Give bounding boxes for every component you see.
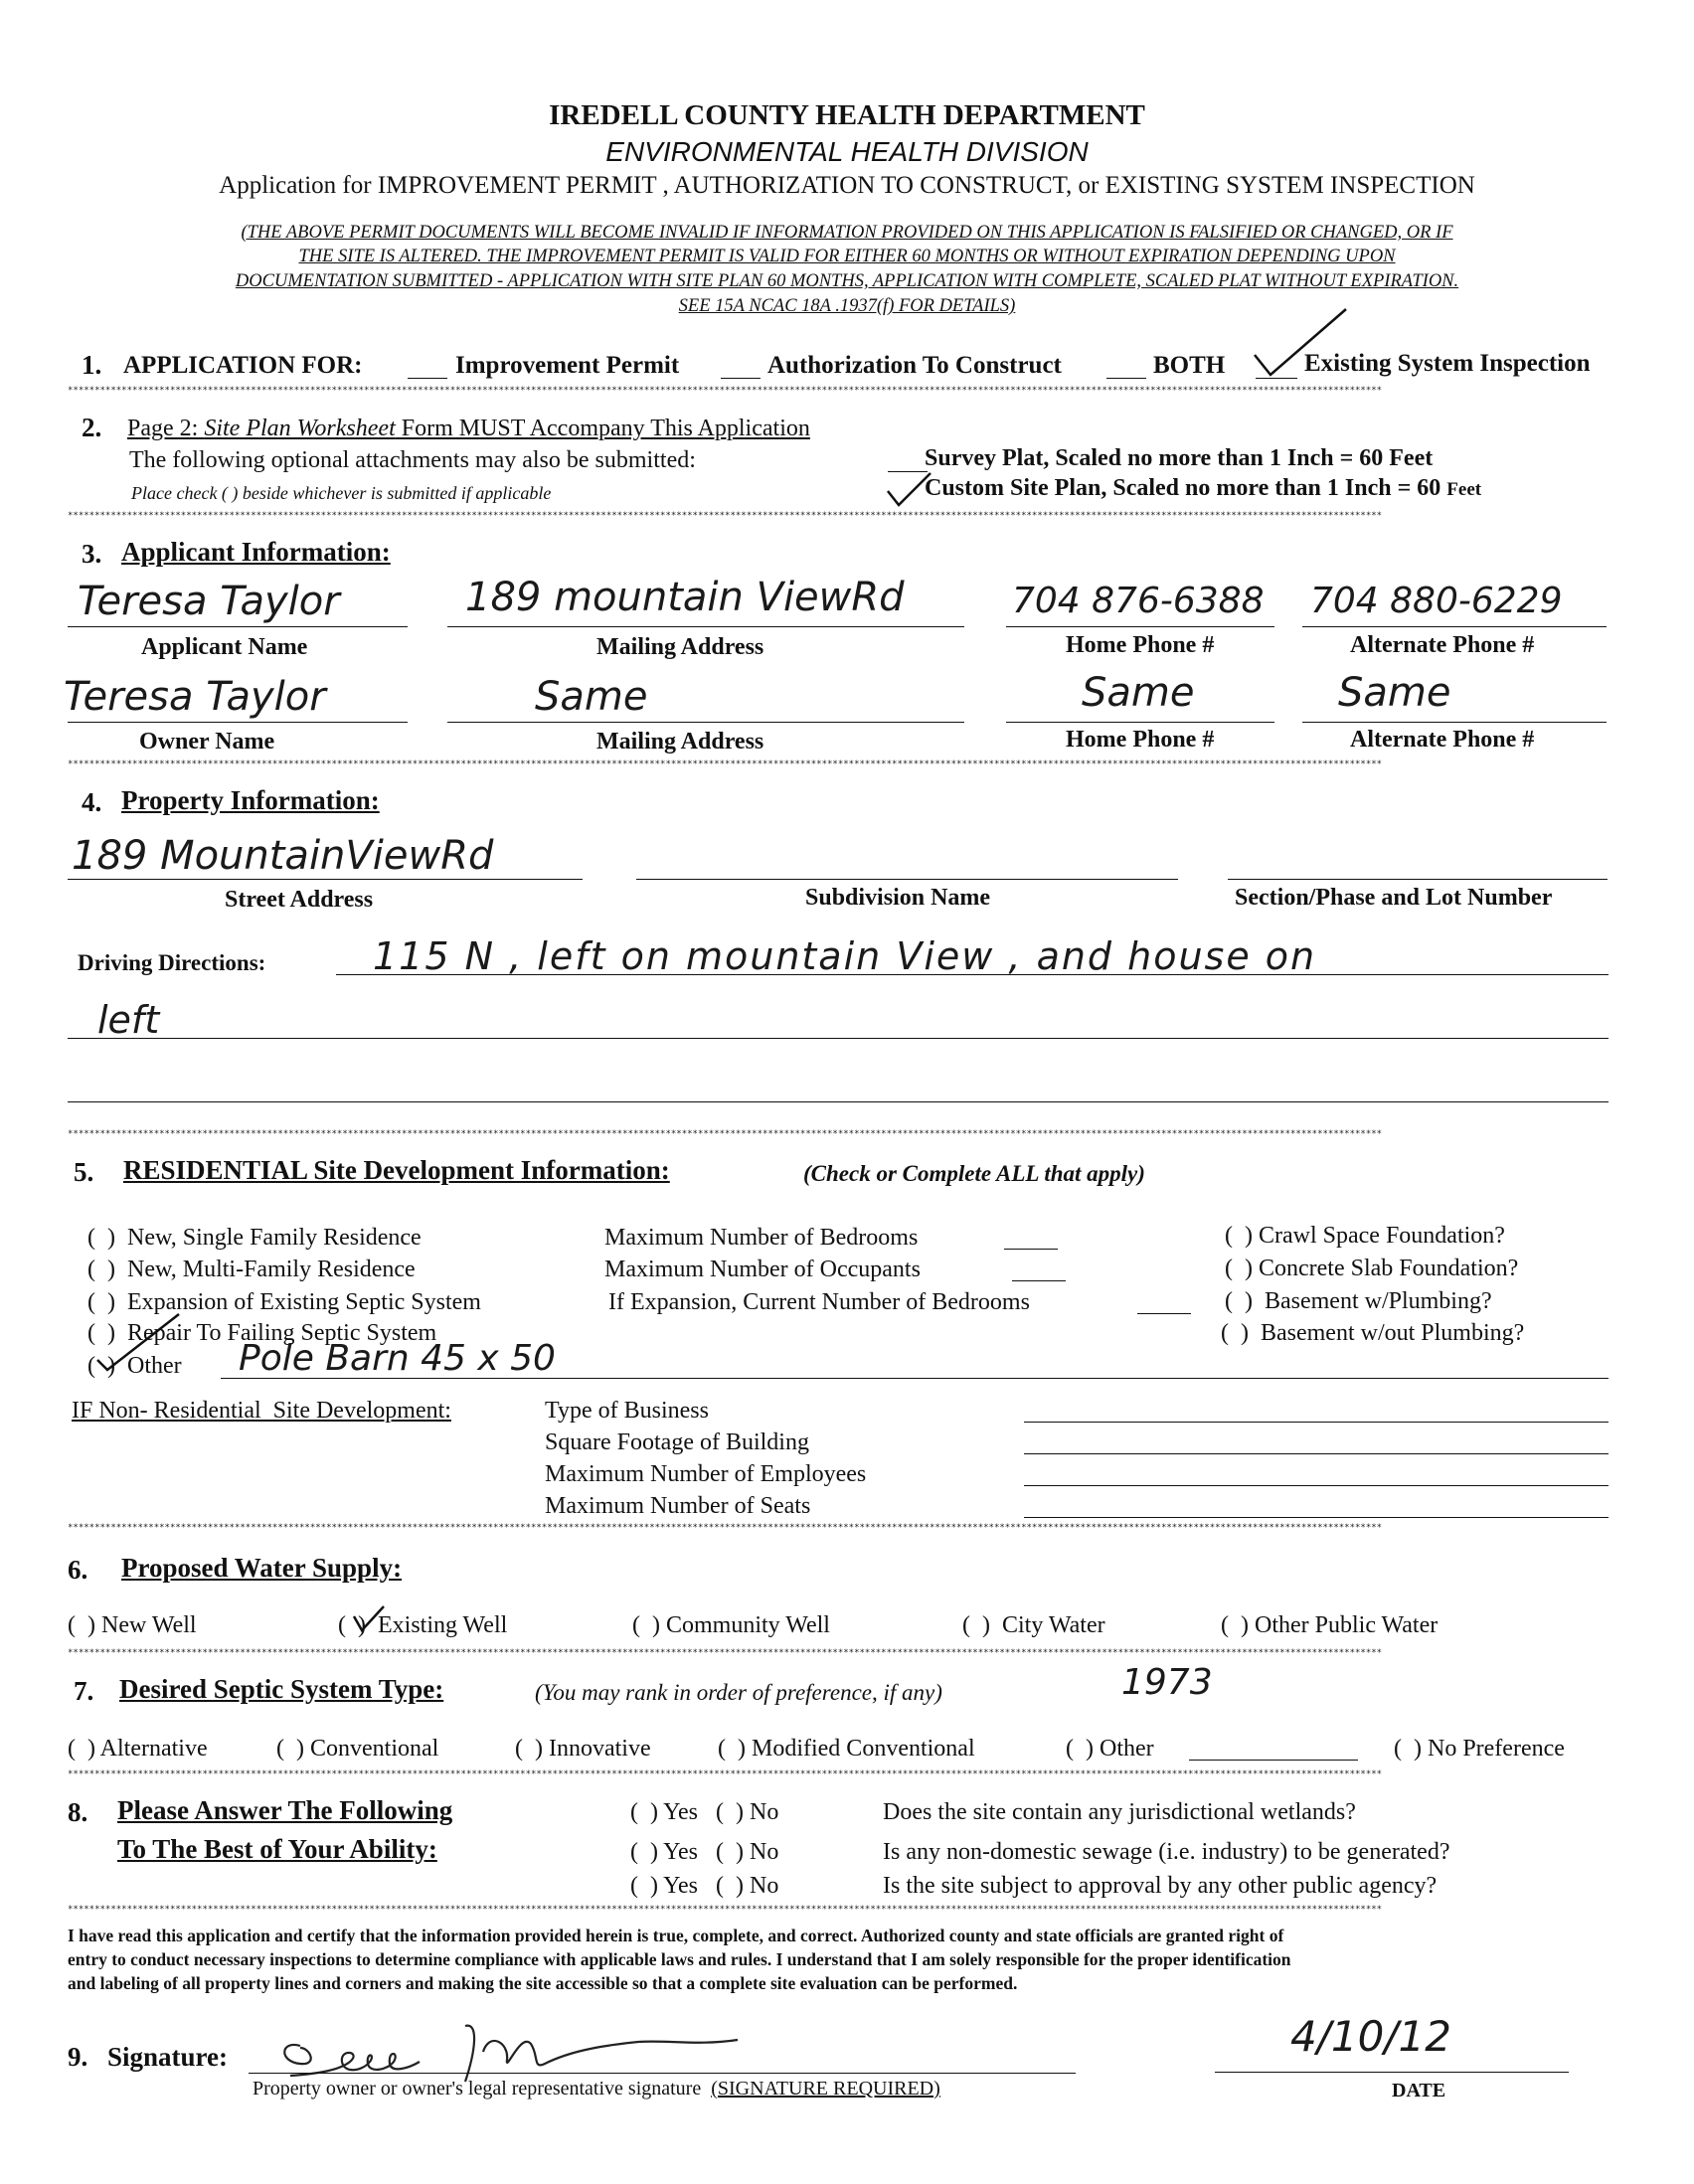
s2-feet-label: Feet (1446, 479, 1482, 500)
cert-line-1: I have read this application and certify that the information provided herein is true, complete, and correct. Authorized county and state officials are granted right of (68, 1926, 1284, 1945)
s5-heading: RESIDENTIAL Site Development Information: (123, 1155, 670, 1185)
s8-heading-1: Please Answer The Following (117, 1795, 453, 1825)
date-value: 4/10/12 (1290, 2012, 1451, 2061)
s5-col2-item-2: Maximum Number of Occupants (604, 1257, 921, 1282)
nonres-item-1: Type of Business (545, 1398, 709, 1424)
applicant-name-value: Teresa Taylor (78, 579, 340, 624)
bedrooms-blank[interactable] (1004, 1249, 1058, 1250)
disclaimer-line-3: DOCUMENTATION SUBMITTED - APPLICATION WITH SITE PLAN 60 MONTHS, APPLICATION WITH COMPLETE, SCALED PLAT WITHOUT EXPIRATION. (235, 271, 1459, 291)
q1-yes-no[interactable]: ( ) Yes ( ) No (630, 1799, 779, 1825)
applicant-home-phone-value: 704 876-6388 (1012, 581, 1265, 621)
checkmark-icon (93, 1310, 183, 1376)
s2-survey-option: Survey Plat, Scaled no more than 1 Inch = 60 Feet (925, 445, 1434, 471)
septic-other-blank[interactable] (1189, 1760, 1358, 1761)
s4-number: 4. (82, 787, 102, 817)
septic-opt-other[interactable]: ( ) Other (1066, 1736, 1154, 1762)
s1-opt-both: BOTH (1153, 352, 1226, 379)
s2-number: 2. (82, 413, 102, 442)
s2-worksheet: Site Plan Worksheet (204, 416, 396, 441)
nonres-line-1[interactable] (1024, 1422, 1609, 1423)
s5-col3-item-3[interactable]: ( ) Basement w/Plumbing? (1225, 1288, 1492, 1314)
cert-line-2: entry to conduct necessary inspections to determine compliance with applicable laws and rules. I understand that I am solely responsible for the proper identification (68, 1949, 1291, 1969)
date-line[interactable] (1215, 2072, 1569, 2073)
nonres-item-4: Maximum Number of Seats (545, 1493, 811, 1519)
q1-text: Does the site contain any jurisdictional wetlands? (883, 1799, 1356, 1825)
applicant-address-line[interactable] (447, 626, 964, 627)
s8-number: 8. (68, 1797, 88, 1827)
s8-heading-2: To The Best of Your Ability: (117, 1834, 437, 1864)
water-opt-city-water[interactable]: ( ) City Water (962, 1612, 1105, 1638)
s5-other-line[interactable] (221, 1378, 1609, 1379)
s2-place-check: Place check ( ) beside whichever is submitted if applicable (131, 483, 552, 503)
applicant-address-value: 189 mountain ViewRd (465, 575, 905, 620)
checkmark-icon (352, 1604, 386, 1634)
s5-col1-item-4[interactable]: ( ) Repair To Failing Septic System (87, 1320, 437, 1346)
s1-number: 1. (82, 350, 102, 380)
nonres-label: IF Non- Residential Site Development: (72, 1398, 451, 1424)
septic-opt-innovative[interactable]: ( ) Innovative (515, 1736, 651, 1762)
s5-number: 5. (74, 1157, 94, 1187)
s1-label: APPLICATION FOR: (123, 352, 363, 379)
s4-heading: Property Information: (121, 785, 380, 815)
s9-number: 9. (68, 2042, 88, 2072)
s3-heading: Applicant Information: (121, 537, 391, 567)
s1-blank-1[interactable] (408, 378, 447, 379)
water-opt-community-well[interactable]: ( ) Community Well (632, 1612, 830, 1638)
divider-2: **************************************************************************************************************************************************************************************************************************************************** (68, 511, 1383, 521)
s2-must: Form MUST Accompany This Application (395, 416, 810, 441)
s2-custom-label: Custom Site Plan, Scaled no more than 1 Inch = 60 (925, 475, 1441, 501)
septic-opt-no-preference[interactable]: ( ) No Preference (1394, 1736, 1565, 1762)
s1-blank-3[interactable] (1106, 378, 1146, 379)
lbl-owner-mailing: Mailing Address (596, 729, 764, 755)
lbl-applicant-mailing: Mailing Address (596, 634, 764, 660)
s6-number: 6. (68, 1555, 88, 1585)
directions-line-1-value: 115 N , left on mountain View , and house on (373, 934, 1317, 978)
s7-hint: (You may rank in order of preference, if any) (535, 1680, 942, 1705)
s5-col3-item-1[interactable]: ( ) Crawl Space Foundation? (1225, 1223, 1505, 1249)
divider-7: **************************************************************************************************************************************************************************************************************************************************** (68, 1769, 1383, 1779)
division-title: ENVIRONMENTAL HEALTH DIVISION (605, 136, 1089, 167)
divider-3: **************************************************************************************************************************************************************************************************************************************************** (68, 759, 1383, 769)
applicant-alt-phone-value: 704 880-6229 (1310, 581, 1563, 621)
signature-required: (SIGNATURE REQUIRED) (711, 2078, 940, 2100)
divider-8: **************************************************************************************************************************************************************************************************************************************************** (68, 1905, 1383, 1915)
street-address-value: 189 MountainViewRd (72, 833, 494, 879)
owner-name-value: Teresa Taylor (64, 674, 326, 720)
s1-opt-authorization: Authorization To Construct (767, 352, 1062, 379)
current-bedrooms-blank[interactable] (1137, 1313, 1191, 1314)
owner-alt-phone-line[interactable] (1302, 722, 1607, 723)
divider-4: **************************************************************************************************************************************************************************************************************************************************** (68, 1129, 1383, 1139)
applicant-name-line[interactable] (68, 626, 408, 627)
owner-address-value: Same (535, 674, 648, 720)
directions-line-1[interactable] (336, 974, 1609, 975)
nonres-item-2: Square Footage of Building (545, 1429, 809, 1455)
lbl-owner-home: Home Phone # (1066, 727, 1215, 753)
q3-yes-no[interactable]: ( ) Yes ( ) No (630, 1873, 779, 1899)
owner-home-phone-line[interactable] (1006, 722, 1274, 723)
q3-text: Is the site subject to approval by any other public agency? (883, 1873, 1438, 1899)
nonres-line-4[interactable] (1024, 1517, 1609, 1518)
s7-heading: Desired Septic System Type: (119, 1674, 444, 1704)
q2-text: Is any non-domestic sewage (i.e. industry) to be generated? (883, 1839, 1450, 1865)
lbl-applicant-home: Home Phone # (1066, 632, 1215, 658)
directions-line-2-value: left (97, 998, 160, 1042)
divider-6: **************************************************************************************************************************************************************************************************************************************************** (68, 1648, 1383, 1658)
nonres-line-2[interactable] (1024, 1453, 1609, 1454)
divider-5: **************************************************************************************************************************************************************************************************************************************************** (68, 1523, 1383, 1533)
s5-other-value: Pole Barn 45 x 50 (239, 1338, 556, 1379)
lbl-section-lot: Section/Phase and Lot Number (1235, 885, 1553, 911)
owner-address-line[interactable] (447, 722, 964, 723)
water-opt-existing-well[interactable]: ( ) Existing Well (338, 1612, 508, 1638)
s2-custom-option (925, 475, 1481, 502)
occupants-blank[interactable] (1012, 1280, 1066, 1281)
s5-col2-item-1: Maximum Number of Bedrooms (604, 1225, 919, 1251)
nonres-item-3: Maximum Number of Employees (545, 1461, 867, 1487)
septic-opt-conventional[interactable]: ( ) Conventional (276, 1736, 439, 1762)
s5-col1-item-5[interactable]: ( ) Other (87, 1353, 182, 1379)
cert-line-3: and labeling of all property lines and corners and making the site accessible so that a complete site evaluation can be performed. (68, 1973, 1018, 1993)
lbl-applicant-name: Applicant Name (141, 634, 308, 660)
applicant-alt-phone-line[interactable] (1302, 626, 1607, 627)
s3-number: 3. (82, 539, 102, 569)
s5-col3-item-4[interactable]: ( ) Basement w/out Plumbing? (1221, 1320, 1525, 1346)
s5-col1-item-1[interactable]: ( ) New, Single Family Residence (87, 1225, 422, 1251)
date-label: DATE (1392, 2080, 1446, 2101)
owner-alt-phone-value: Same (1338, 670, 1451, 716)
water-opt-new-well[interactable]: ( ) New Well (68, 1612, 197, 1638)
s7-handwritten-value: 1973 (1121, 1662, 1213, 1703)
dept-title: IREDELL COUNTY HEALTH DEPARTMENT (549, 99, 1145, 131)
directions-line-3[interactable] (68, 1101, 1609, 1102)
signature-line[interactable] (249, 2073, 1076, 2074)
lbl-street-address: Street Address (225, 887, 374, 913)
s5-col2-item-3: If Expansion, Current Number of Bedrooms (608, 1289, 1030, 1315)
lbl-driving-directions: Driving Directions: (78, 950, 266, 975)
lbl-applicant-alt: Alternate Phone # (1350, 632, 1535, 658)
septic-opt-modified[interactable]: ( ) Modified Conventional (718, 1736, 975, 1762)
s1-opt-improvement: Improvement Permit (455, 352, 680, 379)
s5-hint: (Check or Complete ALL that apply) (803, 1161, 1145, 1186)
s5-col1-item-2[interactable]: ( ) New, Multi-Family Residence (87, 1257, 416, 1282)
s9-label: Signature: (107, 2042, 229, 2072)
street-address-line[interactable] (68, 879, 583, 880)
section-lot-line[interactable] (1228, 879, 1608, 880)
applicant-home-phone-line[interactable] (1006, 626, 1274, 627)
divider-1: **************************************************************************************************************************************************************************************************************************************************** (68, 386, 1383, 396)
owner-home-phone-value: Same (1082, 670, 1195, 716)
water-opt-other-public[interactable]: ( ) Other Public Water (1221, 1612, 1439, 1638)
s5-col1-item-3[interactable]: ( ) Expansion of Existing Septic System (87, 1289, 481, 1315)
s2-optional-text: The following optional attachments may also be submitted: (129, 447, 696, 473)
disclaimer-line-2: THE SITE IS ALTERED. THE IMPROVEMENT PERMIT IS VALID FOR EITHER 60 MONTHS OR WITHOUT EXPIRATION DEPENDING UPON (298, 247, 1396, 266)
s1-opt-existing: Existing System Inspection (1304, 350, 1591, 377)
lbl-owner-name: Owner Name (139, 729, 275, 755)
disclaimer-line-1: (THE ABOVE PERMIT DOCUMENTS WILL BECOME INVALID IF INFORMATION PROVIDED ON THIS APPLICATION IS FALSIFIED OR CHANGED, OR IF (241, 223, 1453, 243)
s1-blank-2[interactable] (721, 378, 761, 379)
septic-opt-alternative[interactable]: ( ) Alternative (68, 1736, 208, 1762)
q2-yes-no[interactable]: ( ) Yes ( ) No (630, 1839, 779, 1865)
s7-number: 7. (74, 1676, 94, 1706)
signature-caption (253, 2078, 940, 2100)
signature-caption-text: Property owner or owner's legal representative signature (253, 2078, 702, 2100)
subdivision-line[interactable] (636, 879, 1178, 880)
lbl-owner-alt: Alternate Phone # (1350, 727, 1535, 753)
s6-heading: Proposed Water Supply: (121, 1553, 403, 1583)
owner-name-line[interactable] (68, 722, 408, 723)
disclaimer-line-4: SEE 15A NCAC 18A .1937(f) FOR DETAILS) (678, 296, 1016, 316)
lbl-subdivision: Subdivision Name (805, 885, 991, 911)
nonres-line-3[interactable] (1024, 1485, 1609, 1486)
s2-heading (127, 416, 810, 442)
application-line: Application for IMPROVEMENT PERMIT , AUTHORIZATION TO CONSTRUCT, or EXISTING SYSTEM INSPECTION (219, 172, 1475, 199)
s2-page-label: Page 2: (127, 416, 205, 441)
s5-col3-item-2[interactable]: ( ) Concrete Slab Foundation? (1225, 1256, 1519, 1281)
directions-line-2[interactable] (68, 1038, 1609, 1039)
